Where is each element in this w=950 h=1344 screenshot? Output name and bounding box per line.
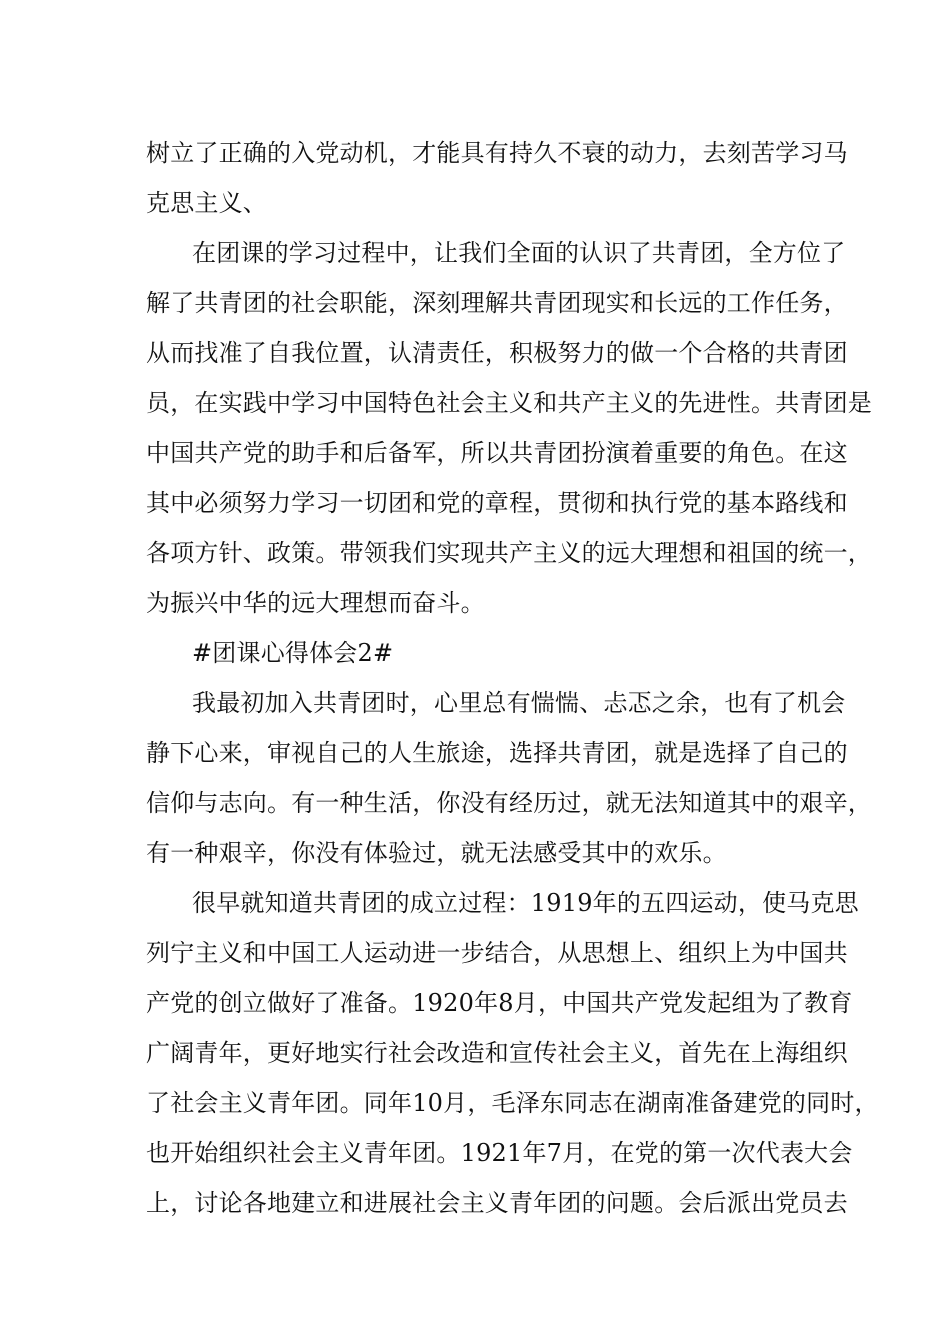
- text-line: 产党的创立做好了准备。1920年8月，中国共产党发起组为了教育: [146, 989, 853, 1017]
- paragraph-start-line: 很早就知道共青团的成立过程：1919年的五四运动，使马克思: [192, 889, 859, 917]
- section-heading: #团课心得体会2#: [192, 639, 394, 667]
- text-line: 解了共青团的社会职能，深刻理解共青团现实和长远的工作任务，: [146, 289, 848, 317]
- text-line: 了社会主义青年团。同年10月，毛泽东同志在湖南准备建党的同时，: [146, 1089, 879, 1117]
- text-line: 员，在实践中学习中国特色社会主义和共产主义的先进性。共青团是: [146, 389, 872, 417]
- text-line: 克思主义、: [146, 189, 267, 217]
- text-line: 上，讨论各地建立和进展社会主义青年团的问题。会后派出党员去: [146, 1189, 848, 1217]
- text-line: 信仰与志向。有一种生活，你没有经历过，就无法知道其中的艰辛，: [146, 789, 872, 817]
- paragraph-start-line: 在团课的学习过程中，让我们全面的认识了共青团，全方位了: [192, 239, 846, 267]
- text-line: 中国共产党的助手和后备军，所以共青团扮演着重要的角色。在这: [146, 439, 848, 467]
- text-line: 列宁主义和中国工人运动进一步结合，从思想上、组织上为中国共: [146, 939, 848, 967]
- text-line: 各项方针、政策。带领我们实现共产主义的远大理想和祖国的统一，: [146, 539, 872, 567]
- text-line: 从而找准了自我位置，认清责任，积极努力的做一个合格的共青团: [146, 339, 848, 367]
- text-line: 静下心来，审视自己的人生旅途，选择共青团，就是选择了自己的: [146, 739, 848, 767]
- text-line: 有一种艰辛，你没有体验过，就无法感受其中的欢乐。: [146, 839, 727, 867]
- text-line: 其中必须努力学习一切团和党的章程，贯彻和执行党的基本路线和: [146, 489, 848, 517]
- paragraph-start-line: 我最初加入共青团时，心里总有惴惴、忐忑之余，也有了机会: [192, 689, 846, 717]
- text-line: 广阔青年，更好地实行社会改造和宣传社会主义，首先在上海组织: [146, 1039, 848, 1067]
- text-line: 树立了正确的入党动机，才能具有持久不衰的动力，去刻苦学习马: [146, 139, 848, 167]
- text-line: 为振兴中华的远大理想而奋斗。: [146, 589, 485, 617]
- text-line: 也开始组织社会主义青年团。1921年7月，在党的第一次代表大会: [146, 1139, 853, 1167]
